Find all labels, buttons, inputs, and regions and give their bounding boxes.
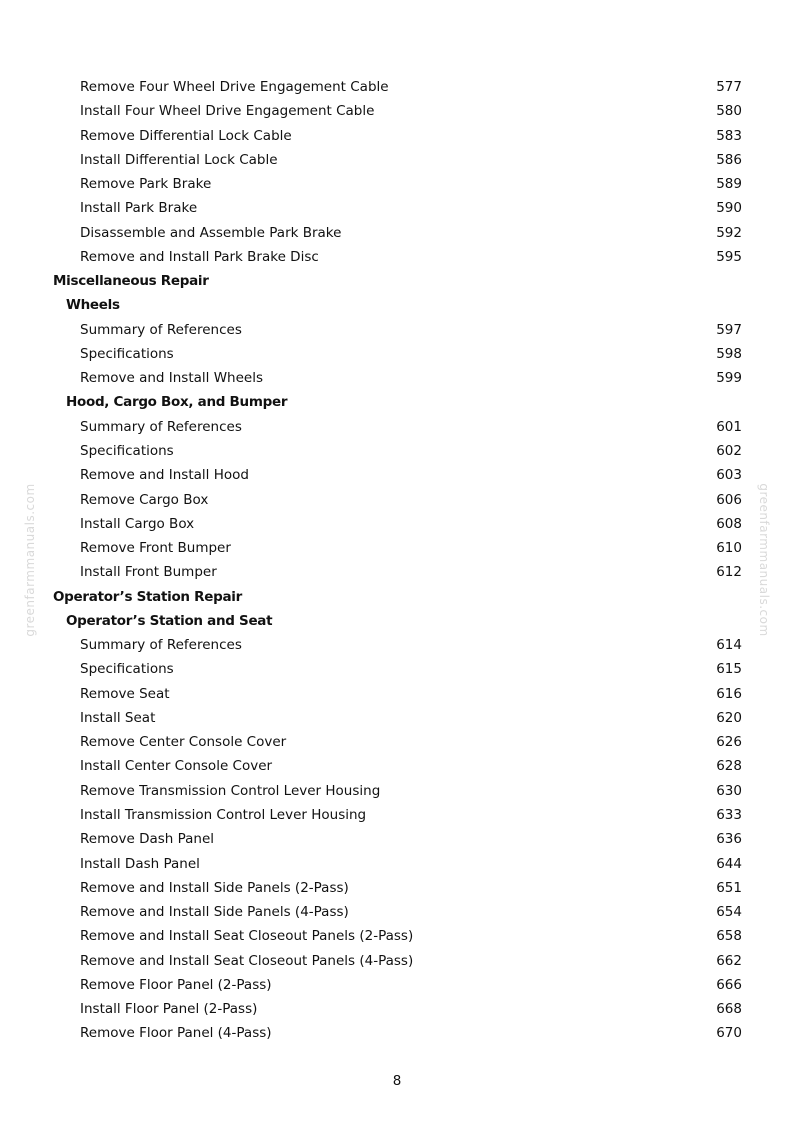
toc-entry[interactable] [0,779,794,803]
toc-entry-page: 628 [716,758,742,775]
toc-entry-page: 662 [716,952,742,969]
toc-entry-title: Remove and Install Park Brake Disc [80,248,319,265]
toc-entry-title: Install Center Console Cover [80,758,273,775]
toc-entry[interactable] [0,560,794,584]
toc-entry[interactable] [0,172,794,196]
toc-entry-page: 616 [716,685,742,702]
toc-entry-page: 654 [716,904,742,921]
toc-entry[interactable] [0,488,794,512]
toc-section-title: Miscellaneous Repair [53,273,209,290]
toc-entry-title: Remove and Install Side Panels (2-Pass) [80,879,349,896]
toc-entry-page: 597 [716,321,742,338]
toc-subsection-heading[interactable] [0,293,794,317]
watermark-left: greenfarmmanuals.com [23,483,37,637]
toc-entry[interactable] [0,827,794,851]
toc-entry-title: Remove Dash Panel [80,831,215,848]
toc-entry-title: Remove Center Console Cover [80,734,287,751]
toc-entry-page: 606 [716,491,742,508]
toc-entry-page: 666 [716,976,742,993]
toc-entry-page: 592 [716,224,742,241]
toc-entry[interactable] [0,75,794,99]
toc-entry-title: Specifications [80,661,174,678]
toc-entry-page: 626 [716,734,742,751]
toc-entry-page: 612 [716,564,742,581]
toc-entry-title: Install Four Wheel Drive Engagement Cable [80,103,375,120]
toc-entry-title: Remove and Install Seat Closeout Panels (2-Pass) [80,928,414,945]
toc-entry-title: Install Park Brake [80,200,198,217]
toc-entry[interactable] [0,439,794,463]
toc-entry[interactable] [0,536,794,560]
toc-entry[interactable] [0,949,794,973]
toc-entry[interactable] [0,366,794,390]
toc-entry-page: 603 [716,467,742,484]
toc-entry[interactable] [0,997,794,1021]
toc-entry-title: Install Transmission Control Lever Housing [80,806,367,823]
toc-entry-title: Remove and Install Wheels [80,370,263,387]
toc-entry[interactable] [0,415,794,439]
toc-entry-title: Summary of References [80,637,242,654]
toc-entry[interactable] [0,463,794,487]
toc-entry-title: Install Cargo Box [80,515,195,532]
toc-entry[interactable] [0,754,794,778]
toc-entry-page: 590 [716,200,742,217]
toc-entry-page: 615 [716,661,742,678]
table-of-contents [0,75,794,1046]
toc-entry-title: Remove and Install Seat Closeout Panels (4-Pass) [80,952,414,969]
toc-entry[interactable] [0,803,794,827]
toc-entry-title: Remove Four Wheel Drive Engagement Cable [80,79,389,95]
toc-section-heading[interactable] [0,269,794,293]
toc-entry-page: 599 [716,370,742,387]
toc-entry-title: Remove Transmission Control Lever Housing [80,782,381,799]
toc-entry-page: 610 [716,540,742,557]
toc-entry-title: Specifications [80,442,174,459]
toc-entry[interactable] [0,196,794,220]
toc-entry[interactable] [0,876,794,900]
toc-entry-page: 630 [716,782,742,799]
toc-entry-page: 668 [716,1001,742,1018]
toc-entry-page: 595 [716,248,742,265]
toc-entry[interactable] [0,973,794,997]
toc-entry-title: Remove and Install Hood [80,467,249,484]
toc-entry[interactable] [0,924,794,948]
watermark-right: greenfarmmanuals.com [757,483,771,637]
toc-entry-page: 636 [716,831,742,848]
toc-subsection-title: Wheels [66,297,120,314]
toc-entry-page: 602 [716,442,742,459]
toc-entry[interactable] [0,318,794,342]
toc-entry-page: 614 [716,637,742,654]
toc-entry[interactable] [0,124,794,148]
toc-entry-page: 670 [716,1025,742,1042]
toc-entry-page: 586 [716,151,742,168]
toc-entry[interactable] [0,148,794,172]
toc-entry-title: Install Front Bumper [80,564,217,581]
toc-entry-page: 601 [716,418,742,435]
toc-entry[interactable] [0,221,794,245]
toc-entry-page: 620 [716,709,742,726]
toc-entry-page: 633 [716,806,742,823]
toc-subsection-heading[interactable] [0,609,794,633]
toc-entry[interactable] [0,245,794,269]
toc-entry-title: Install Seat [80,709,156,726]
toc-entry-title: Specifications [80,345,174,362]
toc-subsection-title: Hood, Cargo Box, and Bumper [66,394,288,411]
toc-entry-title: Remove Front Bumper [80,540,231,557]
toc-subsection-title: Operator’s Station and Seat [66,612,273,629]
toc-entry-title: Install Dash Panel [80,855,200,872]
toc-entry-page: 577 [716,79,742,95]
page-number: 8 [392,1073,402,1089]
toc-entry-title: Summary of References [80,418,242,435]
toc-entry-title: Install Differential Lock Cable [80,151,278,168]
toc-entry-page: 644 [716,855,742,872]
toc-entry-title: Remove Cargo Box [80,491,209,508]
toc-entry-page: 580 [716,103,742,120]
toc-entry[interactable] [0,706,794,730]
toc-section-heading[interactable] [0,585,794,609]
toc-entry[interactable] [0,682,794,706]
toc-entry-title: Remove Seat [80,685,170,702]
toc-subsection-heading[interactable] [0,390,794,414]
toc-entry[interactable] [0,342,794,366]
toc-entry-page: 651 [716,879,742,896]
toc-entry[interactable] [0,99,794,123]
toc-entry-page: 589 [716,176,742,193]
toc-entry-title: Remove Floor Panel (4-Pass) [80,1025,272,1042]
toc-entry-title: Remove and Install Side Panels (4-Pass) [80,904,349,921]
toc-entry[interactable] [0,1021,794,1045]
toc-entry[interactable] [0,657,794,681]
toc-entry[interactable] [0,633,794,657]
toc-entry[interactable] [0,512,794,536]
toc-entry-title: Remove Differential Lock Cable [80,127,292,144]
toc-entry[interactable] [0,852,794,876]
toc-entry[interactable] [0,730,794,754]
toc-entry[interactable] [0,900,794,924]
toc-entry-page: 658 [716,928,742,945]
toc-entry-title: Disassemble and Assemble Park Brake [80,224,342,241]
toc-entry-title: Remove Floor Panel (2-Pass) [80,976,272,993]
toc-entry-page: 608 [716,515,742,532]
toc-section-title: Operator’s Station Repair [53,588,242,605]
toc-entry-title: Remove Park Brake [80,176,212,193]
toc-entry-title: Summary of References [80,321,242,338]
toc-entry-page: 598 [716,345,742,362]
toc-entry-page: 583 [716,127,742,144]
toc-entry-title: Install Floor Panel (2-Pass) [80,1001,258,1018]
